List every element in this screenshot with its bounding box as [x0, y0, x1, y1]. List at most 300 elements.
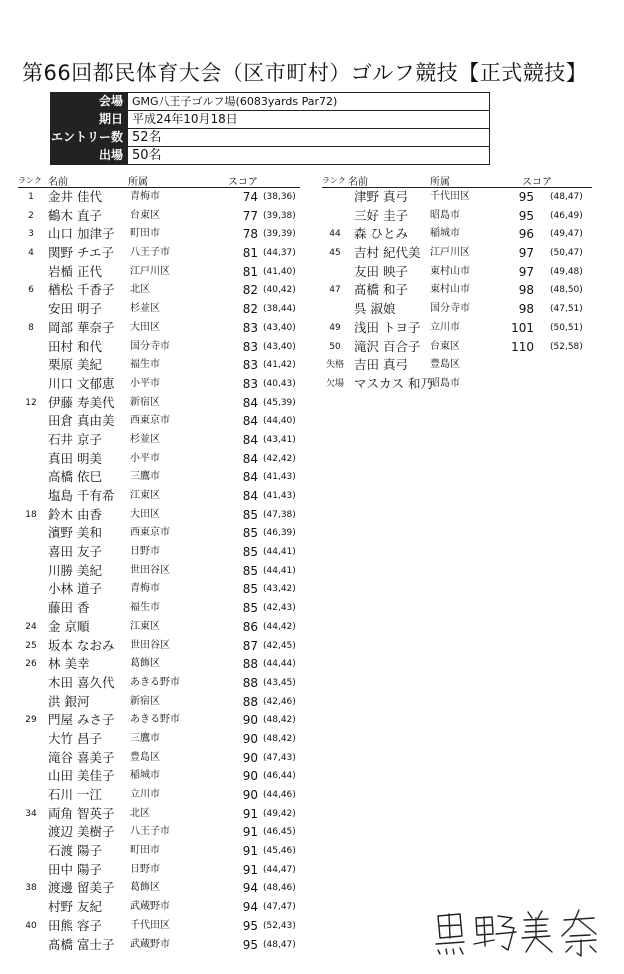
rank-cell: 8 [28, 322, 34, 333]
name-cell: 金井 佳代 [48, 189, 102, 204]
split-score-cell: (40,43) [263, 378, 296, 389]
name-cell: 浅田 トヨ子 [354, 319, 421, 335]
result-row [18, 730, 300, 749]
affiliation-cell: 大田区 [130, 508, 160, 520]
affiliation-cell: 東村山市 [430, 284, 470, 296]
header-name: 名前 [48, 177, 68, 188]
info-label: 出場 [51, 147, 128, 164]
result-row [18, 823, 300, 842]
split-score-cell: (47,47) [263, 902, 296, 913]
rank-cell: 6 [28, 285, 34, 296]
result-row [322, 356, 592, 375]
info-value: 平成24年10月18日 [132, 112, 238, 126]
split-score-cell: (46,45) [263, 827, 296, 838]
score-cell: 88 [242, 694, 258, 709]
name-cell: 髙橋 富士子 [48, 936, 115, 952]
split-score-cell: (48,47) [263, 939, 296, 950]
name-cell: 塩島 千有希 [48, 488, 115, 503]
header-score: スコア [522, 177, 552, 188]
name-cell: 津野 真弓 [354, 189, 408, 204]
score-cell: 74 [242, 190, 258, 204]
results-list [18, 188, 300, 954]
event-info-table [50, 92, 490, 165]
result-row [322, 300, 592, 319]
affiliation-cell: 国分寺市 [430, 303, 470, 315]
result-row [18, 207, 300, 226]
result-row [18, 637, 300, 656]
affiliation-cell: 江戸川区 [130, 265, 170, 277]
split-score-cell: (42,43) [263, 603, 296, 614]
affiliation-cell: 日野市 [130, 863, 160, 875]
affiliation-cell: 青梅市 [130, 583, 160, 595]
result-row [18, 898, 300, 917]
result-row [18, 225, 300, 244]
affiliation-cell: 葛飾区 [130, 658, 160, 670]
name-cell: 滝谷 喜美子 [48, 749, 115, 765]
rank-cell: 12 [25, 397, 37, 408]
affiliation-cell: 立川市 [130, 789, 160, 800]
affiliation-cell: 武蔵野市 [130, 901, 170, 913]
name-cell: 高橋 依巳 [48, 469, 102, 485]
result-row [18, 319, 300, 338]
split-score-cell: (44,46) [263, 790, 296, 800]
split-score-cell: (49,48) [550, 266, 583, 277]
affiliation-cell: 世田谷区 [130, 639, 170, 651]
page-title: 第66回都民体育大会（区市町村）ゴルフ競技【正式競技】 [22, 61, 588, 85]
name-cell: 栗原 美紀 [48, 357, 102, 373]
affiliation-cell: 江戸川区 [430, 247, 470, 259]
split-score-cell: (39,39) [263, 229, 296, 240]
affiliation-cell: 三鷹市 [130, 732, 160, 744]
rank-cell: 50 [329, 341, 341, 352]
score-cell: 90 [242, 713, 258, 728]
result-row [322, 281, 592, 300]
affiliation-cell: 三鷹市 [130, 471, 160, 483]
score-cell: 84 [242, 432, 258, 447]
score-cell: 94 [242, 900, 258, 915]
name-cell: 関野 チエ子 [48, 245, 114, 261]
results-header [322, 172, 592, 188]
affiliation-cell: 稲城市 [130, 770, 160, 782]
rank-cell: 45 [329, 248, 341, 259]
split-score-cell: (43,40) [263, 322, 296, 333]
score-cell: 83 [242, 376, 258, 391]
affiliation-cell: 小平市 [130, 452, 160, 464]
score-cell: 81 [242, 246, 258, 261]
affiliation-cell: 福生市 [130, 602, 160, 614]
score-cell: 90 [242, 731, 258, 746]
results-list [322, 188, 592, 394]
info-value: GMG八王子ゴルフ場(6083yards Par72) [132, 95, 338, 108]
result-row [18, 543, 300, 562]
name-cell: 吉村 紀代美 [354, 245, 421, 261]
result-row [18, 749, 300, 768]
split-score-cell: (42,45) [263, 640, 296, 651]
result-row [18, 524, 300, 543]
affiliation-cell: 東村山市 [430, 265, 470, 277]
name-cell: 楢松 千香子 [48, 282, 115, 298]
score-cell: 85 [242, 582, 258, 597]
split-score-cell: (44,41) [263, 565, 296, 576]
info-label: 期日 [51, 111, 128, 128]
name-cell: 村野 友紀 [48, 899, 102, 915]
result-row [322, 207, 592, 226]
result-row [322, 244, 592, 263]
score-cell: 84 [242, 489, 258, 503]
result-row [18, 412, 300, 431]
split-score-cell: (41,43) [263, 472, 296, 483]
rank-cell: 18 [25, 509, 37, 520]
name-cell: 滝沢 百合子 [354, 338, 421, 354]
split-score-cell: (49,47) [550, 229, 583, 240]
header-affiliation: 所属 [128, 177, 148, 188]
affiliation-cell: 台東区 [430, 340, 460, 352]
result-row [322, 338, 592, 357]
score-cell: 86 [242, 619, 258, 634]
result-row [18, 936, 300, 955]
result-row [18, 562, 300, 581]
results-header [18, 172, 300, 188]
score-cell: 95 [242, 918, 258, 933]
score-cell: 84 [242, 470, 258, 485]
split-score-cell: (52,58) [550, 341, 583, 352]
rank-cell: 欠場 [325, 378, 344, 389]
rank-cell: 24 [25, 621, 37, 632]
split-score-cell: (50,47) [550, 248, 583, 259]
score-cell: 90 [242, 769, 258, 784]
affiliation-cell: 千代田区 [430, 191, 470, 202]
split-score-cell: (47,38) [263, 509, 296, 520]
split-score-cell: (44,47) [263, 864, 296, 875]
info-row [51, 93, 489, 110]
split-score-cell: (47,43) [263, 752, 296, 763]
result-row [322, 263, 592, 282]
name-cell: 田村 和代 [48, 338, 102, 354]
name-cell: 田中 陽子 [48, 861, 102, 877]
rank-cell: 1 [28, 192, 34, 202]
score-cell: 88 [242, 675, 258, 690]
split-score-cell: (52,43) [263, 920, 296, 931]
split-score-cell: (44,42) [263, 621, 296, 632]
score-cell: 81 [242, 264, 258, 279]
split-score-cell: (50,51) [550, 322, 583, 333]
split-score-cell: (40,42) [263, 285, 296, 296]
name-cell: 石渡 陽子 [48, 843, 102, 859]
affiliation-cell: 青梅市 [130, 191, 160, 202]
split-score-cell: (38,44) [263, 304, 296, 315]
rank-cell: 4 [28, 248, 34, 259]
info-label: 会場 [51, 93, 128, 110]
result-row [18, 674, 300, 693]
result-row [18, 468, 300, 487]
name-cell: 友田 映子 [354, 263, 408, 279]
header-name: 名前 [348, 177, 368, 188]
rank-cell: 2 [28, 210, 34, 221]
result-row [18, 842, 300, 861]
split-score-cell: (43,41) [263, 434, 296, 445]
name-cell: 坂本 なおみ [48, 637, 115, 653]
affiliation-cell: 豊島区 [430, 359, 460, 371]
name-cell: 洪 銀河 [48, 693, 90, 709]
result-row [18, 805, 300, 824]
name-cell: 渡辺 美樹子 [48, 824, 115, 840]
result-row [18, 338, 300, 357]
info-label: エントリー数 [51, 129, 128, 146]
affiliation-cell: 杉並区 [130, 433, 160, 445]
rank-cell: 29 [25, 715, 37, 726]
name-cell: 呉 淑娘 [354, 301, 396, 317]
result-row [18, 506, 300, 525]
affiliation-cell: 福生市 [130, 359, 160, 371]
score-cell: 78 [242, 227, 258, 242]
affiliation-cell: 稲城市 [430, 228, 460, 240]
result-row [18, 711, 300, 730]
score-cell: 97 [518, 264, 534, 279]
score-cell: 83 [242, 320, 258, 335]
score-cell: 83 [242, 358, 258, 373]
split-score-cell: (43,45) [263, 677, 296, 688]
result-row [18, 786, 300, 805]
info-row [51, 146, 489, 164]
affiliation-cell: 国分寺市 [130, 340, 170, 352]
result-row [18, 917, 300, 936]
score-cell: 85 [242, 507, 258, 522]
name-cell: 三好 圭子 [354, 207, 408, 223]
result-row [322, 375, 592, 394]
affiliation-cell: 北区 [130, 807, 150, 819]
result-row [322, 188, 592, 207]
result-row [18, 263, 300, 282]
score-cell: 84 [242, 395, 258, 410]
affiliation-cell: 新宿区 [130, 695, 160, 707]
affiliation-cell: 小平市 [130, 377, 160, 389]
split-score-cell: (49,42) [263, 808, 296, 819]
score-cell: 90 [242, 788, 258, 802]
score-cell: 98 [518, 283, 534, 298]
split-score-cell: (46,44) [263, 771, 296, 782]
name-cell: 藤田 香 [48, 600, 90, 616]
split-score-cell: (41,43) [263, 491, 296, 501]
name-cell: 両角 智英子 [48, 805, 115, 821]
header-affiliation: 所属 [430, 177, 450, 188]
result-row [322, 225, 592, 244]
affiliation-cell: 豊島区 [130, 751, 160, 763]
affiliation-cell: 日野市 [130, 546, 160, 558]
result-row [18, 879, 300, 898]
result-row [18, 356, 300, 375]
score-cell: 95 [242, 937, 258, 952]
rank-cell: 38 [25, 883, 37, 894]
info-row [51, 128, 489, 146]
name-cell: 安田 明子 [48, 301, 102, 317]
results-left-column [18, 172, 300, 954]
rank-cell: 26 [25, 659, 37, 670]
name-cell: 田倉 真由美 [48, 413, 115, 429]
split-score-cell: (42,42) [263, 453, 296, 464]
name-cell: 鈴木 由香 [48, 506, 102, 522]
affiliation-cell: 江東区 [130, 620, 160, 632]
result-row [18, 861, 300, 880]
score-cell: 82 [242, 302, 258, 317]
result-row [18, 580, 300, 599]
affiliation-cell: あきる野市 [130, 714, 180, 726]
affiliation-cell: 新宿区 [130, 396, 160, 408]
split-score-cell: (48,42) [263, 733, 296, 744]
name-cell: 川口 文郁恵 [48, 375, 115, 391]
name-cell: 森 ひとみ [354, 226, 408, 242]
score-cell: 85 [242, 545, 258, 560]
score-cell: 85 [242, 526, 258, 541]
split-score-cell: (38,36) [263, 192, 296, 202]
header-score: スコア [228, 177, 258, 188]
affiliation-cell: 昭島市 [430, 209, 460, 221]
score-cell: 90 [242, 750, 258, 765]
score-cell: 97 [518, 246, 534, 261]
split-score-cell: (44,44) [263, 659, 296, 670]
name-cell: 門屋 みさ子 [48, 712, 115, 728]
rank-cell: 40 [25, 920, 37, 931]
score-cell: 96 [518, 227, 534, 242]
rank-cell: 47 [329, 285, 341, 296]
name-cell: 林 美幸 [48, 656, 90, 672]
name-cell: 伊藤 寿美代 [48, 394, 115, 410]
split-score-cell: (43,42) [263, 584, 296, 595]
name-cell: 濱野 美和 [48, 525, 102, 541]
score-cell: 91 [242, 844, 258, 859]
score-cell: 77 [242, 208, 258, 223]
result-row [18, 693, 300, 712]
name-cell: 山口 加津子 [48, 226, 115, 242]
score-cell: 85 [242, 563, 258, 578]
affiliation-cell: 町田市 [130, 228, 160, 240]
affiliation-cell: 八王子市 [130, 826, 170, 838]
result-row [18, 394, 300, 413]
result-row [18, 300, 300, 319]
split-score-cell: (44,41) [263, 547, 296, 558]
name-cell: 真田 明美 [48, 450, 102, 466]
name-cell: 吉田 真弓 [354, 357, 408, 373]
split-score-cell: (41,42) [263, 360, 296, 371]
info-value: 52名 [132, 130, 162, 145]
result-row [18, 431, 300, 450]
info-row [51, 110, 489, 128]
rank-cell: 3 [28, 229, 34, 240]
split-score-cell: (43,40) [263, 341, 296, 352]
affiliation-cell: 町田市 [130, 845, 160, 857]
score-cell: 95 [518, 190, 534, 204]
split-score-cell: (48,47) [550, 192, 583, 202]
result-row [18, 618, 300, 637]
score-cell: 91 [242, 825, 258, 840]
affiliation-cell: 千代田区 [130, 919, 170, 931]
result-row [18, 450, 300, 469]
score-cell: 87 [242, 638, 258, 653]
result-row [18, 767, 300, 786]
split-score-cell: (48,46) [263, 883, 296, 894]
name-cell: 小林 道子 [48, 581, 102, 597]
rank-cell: 44 [329, 229, 341, 240]
split-score-cell: (46,49) [550, 210, 583, 221]
affiliation-cell: あきる野市 [130, 676, 180, 688]
name-cell: 石川 一江 [48, 787, 102, 802]
results-right-column [322, 172, 592, 394]
rank-cell: 失格 [325, 360, 344, 371]
result-row [18, 599, 300, 618]
score-cell: 83 [242, 339, 258, 354]
split-score-cell: (45,46) [263, 846, 296, 857]
affiliation-cell: 江東区 [130, 490, 160, 501]
name-cell: 髙橋 和子 [354, 282, 408, 298]
affiliation-cell: 台東区 [130, 209, 160, 221]
score-cell: 91 [242, 862, 258, 877]
name-cell: 金 京順 [48, 618, 90, 634]
result-row [18, 375, 300, 394]
split-score-cell: (39,38) [263, 210, 296, 221]
name-cell: 木田 喜久代 [48, 674, 115, 690]
score-cell: 110 [511, 339, 534, 354]
handwritten-signature [430, 906, 610, 958]
rank-cell: 49 [329, 322, 341, 333]
split-score-cell: (45,39) [263, 397, 296, 408]
affiliation-cell: 葛飾区 [130, 882, 160, 894]
result-row [18, 655, 300, 674]
result-row [18, 281, 300, 300]
name-cell: 田熊 容子 [48, 917, 102, 933]
result-row [322, 319, 592, 338]
split-score-cell: (48,50) [550, 285, 583, 296]
affiliation-cell: 八王子市 [130, 247, 170, 259]
name-cell: マスカス 和乃 [354, 375, 433, 391]
split-score-cell: (41,40) [263, 266, 296, 277]
name-cell: 鶴木 直子 [48, 207, 102, 223]
name-cell: 喜田 友子 [48, 544, 102, 560]
name-cell: 石井 京子 [48, 431, 102, 447]
split-score-cell: (42,46) [263, 696, 296, 707]
result-row [18, 244, 300, 263]
score-cell: 101 [511, 320, 534, 335]
score-cell: 98 [518, 302, 534, 317]
header-rank: ランク [322, 176, 346, 185]
name-cell: 岡部 華奈子 [48, 319, 115, 335]
split-score-cell: (48,42) [263, 715, 296, 726]
affiliation-cell: 武蔵野市 [130, 938, 170, 950]
affiliation-cell: 西東京市 [130, 527, 170, 539]
split-score-cell: (44,40) [263, 416, 296, 427]
rank-cell: 34 [25, 808, 37, 819]
score-cell: 88 [242, 657, 258, 672]
name-cell: 川勝 美紀 [48, 562, 102, 578]
split-score-cell: (46,39) [263, 528, 296, 539]
name-cell: 山田 美佳子 [48, 768, 115, 784]
score-cell: 82 [242, 283, 258, 298]
affiliation-cell: 昭島市 [430, 377, 460, 389]
affiliation-cell: 立川市 [430, 321, 460, 333]
score-cell: 84 [242, 451, 258, 466]
name-cell: 大竹 昌子 [48, 730, 102, 746]
affiliation-cell: 世田谷区 [130, 564, 170, 576]
split-score-cell: (47,51) [550, 304, 583, 315]
info-value: 50名 [132, 148, 162, 163]
name-cell: 渡邊 留美子 [48, 880, 115, 896]
affiliation-cell: 大田区 [130, 321, 160, 333]
split-score-cell: (44,37) [263, 248, 296, 259]
name-cell: 岩楯 正代 [48, 263, 102, 279]
rank-cell: 25 [25, 640, 37, 651]
result-row [18, 188, 300, 207]
score-cell: 91 [242, 806, 258, 821]
header-rank: ランク [18, 176, 42, 185]
score-cell: 95 [518, 208, 534, 223]
